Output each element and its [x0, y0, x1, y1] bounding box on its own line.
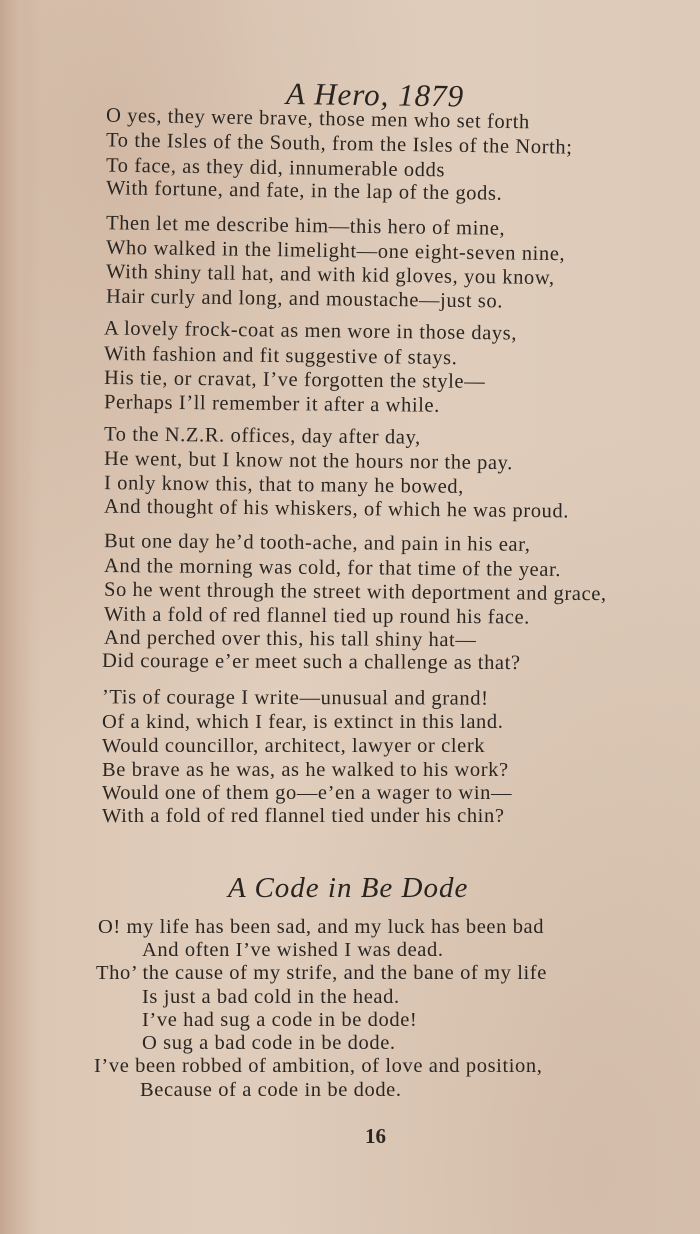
poem-line: Be brave as he was, as he walked to his work?: [102, 759, 509, 781]
poem-line: Would councillor, architect, lawyer or clerk: [102, 735, 486, 757]
poem-line: O! my life has been sad, and my luck has been bad: [98, 916, 545, 938]
poem-line: With a fold of red flannel tied up round his face.: [103, 603, 531, 629]
poem-line: To the Isles of the South, from the Isles of the North;: [105, 129, 573, 159]
poem-line: With shiny tall hat, and with kid gloves, you know,: [105, 260, 555, 290]
poem-line: Then let me describe him—this hero of mine,: [105, 212, 506, 240]
poem-line: O yes, they were brave, those men who set forth: [105, 104, 531, 134]
poem-line: And perched over this, his tall shiny hat—: [103, 626, 477, 652]
poem-line: Who walked in the limelight—one eight-seven nine,: [105, 236, 566, 266]
poem-line: Of a kind, which I fear, is extinct in this land.: [102, 711, 504, 733]
poem-title-a-hero: A Hero, 1879: [285, 75, 465, 114]
poem-line: Would one of them go—e’en a wager to win—: [102, 782, 513, 804]
poem-line: His tie, or cravat, I’ve forgotten the style—: [103, 367, 486, 393]
poem-line: ’Tis of courage I write—unusual and grand!: [101, 686, 489, 710]
poem-line: But one day he’d tooth-ache, and pain in his ear,: [103, 530, 531, 556]
page-edge-shadow: [0, 0, 32, 1234]
poem-title-a-code-in-be-dode: A Code in Be Dode: [228, 872, 469, 904]
poem-line: And often I’ve wished I was dead.: [142, 939, 444, 961]
poem-line: Perhaps I’ll remember it after a while.: [103, 391, 441, 417]
poem-line: He went, but I know not the hours nor the pay.: [103, 447, 513, 475]
page-number: 16: [365, 1124, 386, 1148]
poem-line: With fashion and fit suggestive of stays.: [103, 342, 458, 370]
poem-line: I only know this, that to many he bowed,: [103, 472, 465, 498]
poem-line: With fortune, and fate, in the lap of the gods.: [105, 177, 503, 205]
poem-line: Is just a bad cold in the head.: [142, 986, 400, 1008]
poem-line: With a fold of red flannel tied under his chin?: [102, 805, 505, 827]
poem-line: I’ve had sug a code in be dode!: [142, 1009, 418, 1031]
poem-line: And thought of his whiskers, of which he was proud.: [103, 495, 570, 523]
poem-line: I’ve been robbed of ambition, of love and position,: [94, 1055, 543, 1077]
poem-line: And the morning was cold, for that time of the year.: [103, 555, 562, 581]
poem-line: Because of a code in be dode.: [140, 1079, 402, 1101]
poem-line: To the N.Z.R. offices, day after day,: [103, 423, 421, 449]
poem-line: Hair curly and long, and moustache—just so.: [105, 285, 504, 313]
poem-line: O sug a bad code in be dode.: [142, 1032, 396, 1054]
poem-line: So he went through the street with deportment and grace,: [103, 578, 607, 606]
poem-line: A lovely frock-coat as men wore in those days,: [103, 317, 518, 345]
poem-line: To face, as they did, innumerable odds: [105, 154, 446, 182]
poem-line: Tho’ the cause of my strife, and the bane of my life: [96, 962, 547, 984]
poem-line: Did courage e’er meet such a challenge as that?: [101, 649, 521, 675]
